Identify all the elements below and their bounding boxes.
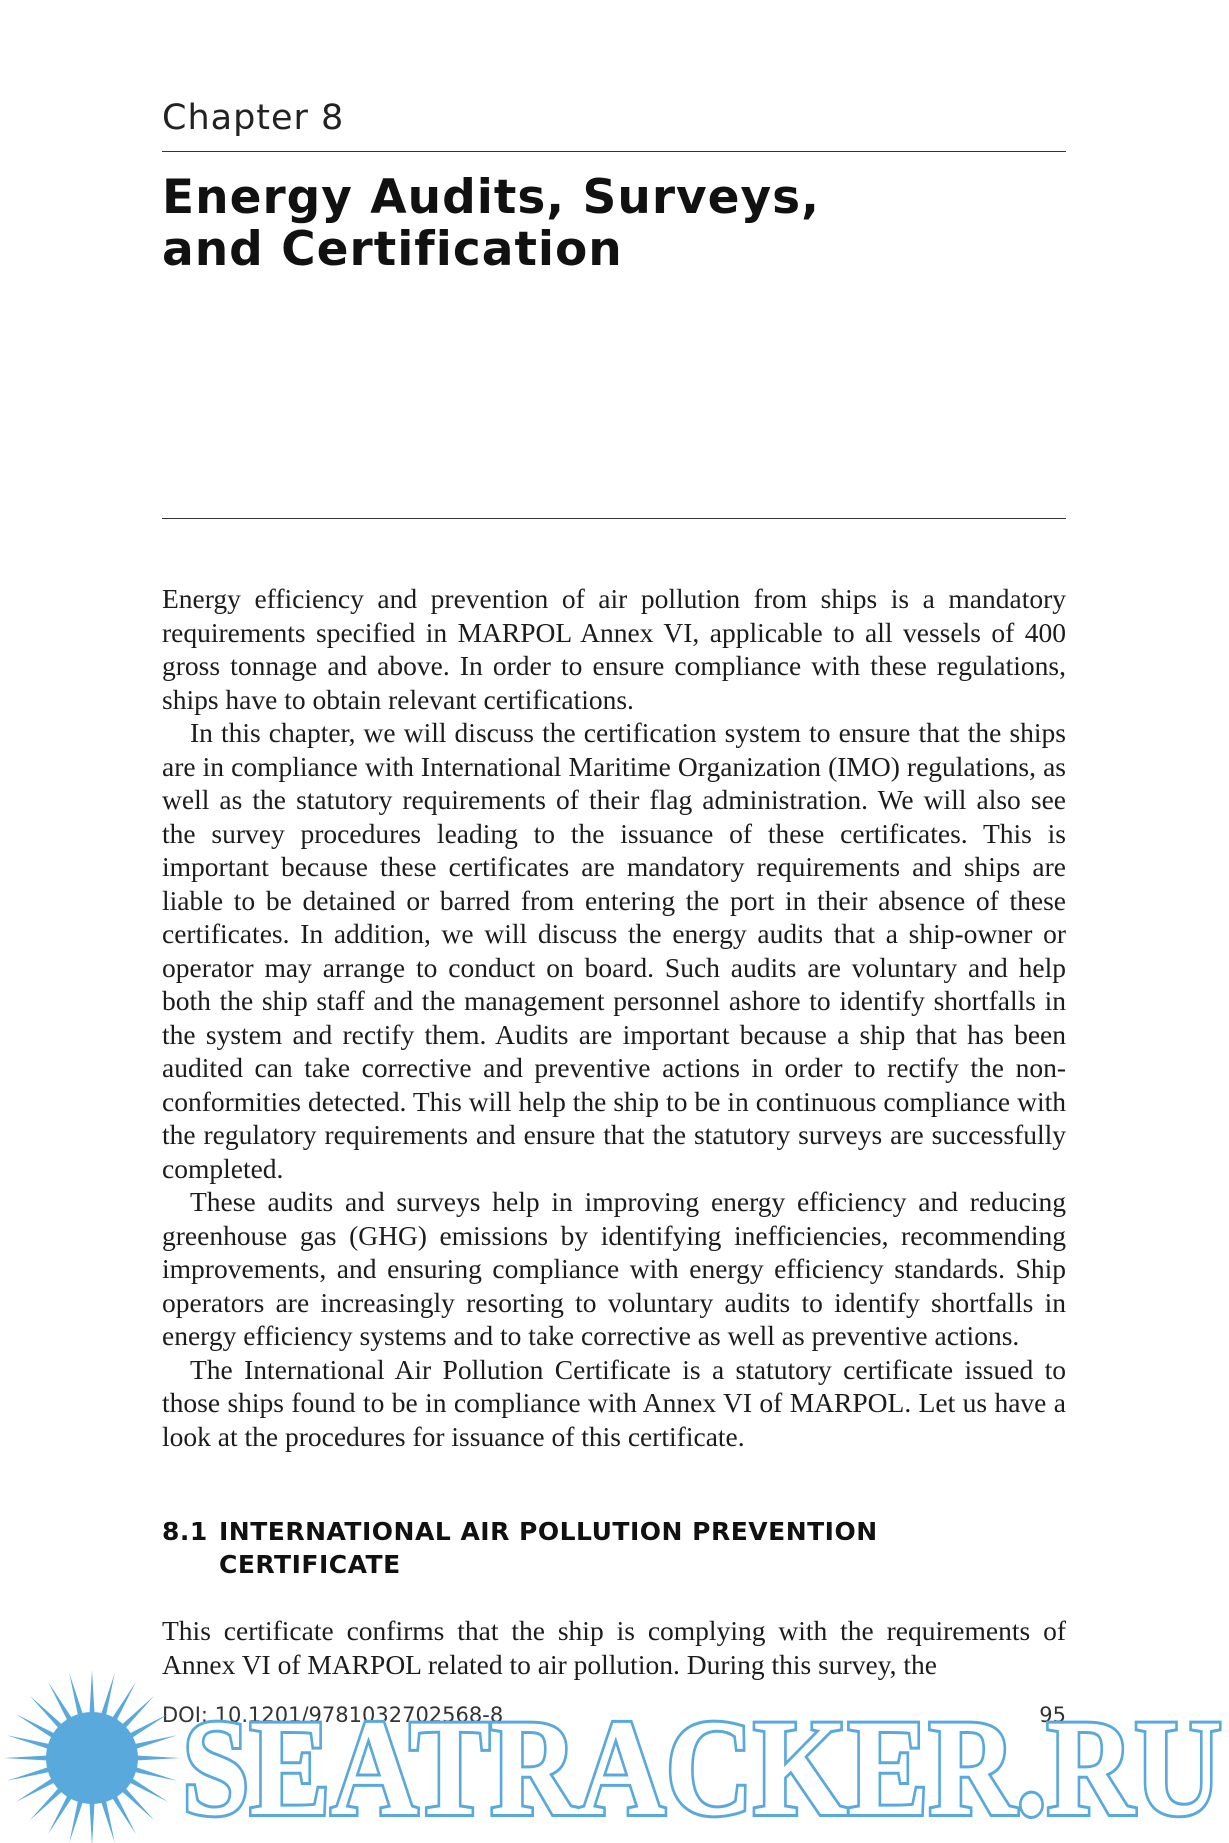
chapter-title-line-2: and Certification	[162, 222, 623, 277]
paragraph: The International Air Pollution Certificate is a statutory certificate issued to those ships found to be in compliance with Annex VI of MARPOL. Let us have a look at the procedures for issuance of this certificate.	[162, 1353, 1066, 1452]
chapter-title	[162, 172, 1066, 276]
chapter-intro-text	[162, 582, 1066, 1453]
watermark-text: SEATRACKER.RU	[182, 1691, 1222, 1836]
chapter-label: Chapter 8	[162, 98, 345, 138]
paragraph: This certificate confirms that the ship is complying with the requirements of Annex VI of MARPOL related to air pollution. During this survey, the	[162, 1615, 1066, 1680]
section-title-line-2: CERTIFICATE	[219, 1550, 401, 1579]
section-title-line-1: INTERNATIONAL AIR POLLUTION PREVENTION	[219, 1517, 878, 1546]
section-body-text	[162, 1614, 1066, 1681]
section-number: 8.1	[162, 1517, 208, 1546]
sun-ray	[4, 1755, 52, 1761]
paragraph: In this chapter, we will discuss the certification system to ensure that the ships are in compliance with International Maritime Organization (IMO) regulations, as well as the statutory requirements of their flag administration. We will also see the survey procedures leading to the issuance of these certificates. This is important because these certificates are mandatory requirements and ships are liable to be detained or barred from entering the port in their absence of these certificates. In addition, we will discuss the energy audits that a ship-owner or operator may arrange to conduct on board. Such audits are voluntary and help both the ship staff and the management personnel ashore to identify shortfalls in the system and rectify them. Audits are important because a ship that has been audited can take corrective and preventive actions in order to rectify the non-conformities detected. This will help the ship to be in continuous compliance with the regulatory requirements and ensure that the statutory surveys are successfully completed.	[162, 717, 1066, 1184]
paragraph: Energy efficiency and prevention of air pollution from ships is a mandatory requirements specified in MARPOL Annex VI, applicable to all vessels of 400 gross tonnage and above. In order to ensure compliance with these regulations, ships have to obtain relevant certifications.	[162, 583, 1066, 715]
section-title	[219, 1515, 878, 1581]
section-heading	[162, 1515, 1066, 1581]
footer-doi: DOI: 10.1201/9781032702568-8	[162, 1703, 504, 1727]
sun-ray	[89, 1670, 95, 1718]
sun-ray	[132, 1755, 180, 1761]
sun-ray	[89, 1798, 95, 1843]
paragraph: These audits and surveys help in improving energy efficiency and reducing greenhouse gas (GHG) emissions by identifying inefficiencies, recommending improvements, and ensuring compliance with energy efficiency standards. Ship operators are increasingly resorting to voluntary audits to identify shortfalls in energy efficiency systems and to take corrective as well as preventive actions.	[162, 1186, 1066, 1351]
watermark-sun-icon	[0, 1658, 185, 1843]
watermark-logo	[175, 1686, 1229, 1836]
page-number: 95	[1039, 1703, 1066, 1727]
chapter-title-line-1: Energy Audits, Surveys,	[162, 170, 820, 225]
header-rule-bottom	[162, 518, 1066, 519]
header-rule-top	[162, 151, 1066, 152]
